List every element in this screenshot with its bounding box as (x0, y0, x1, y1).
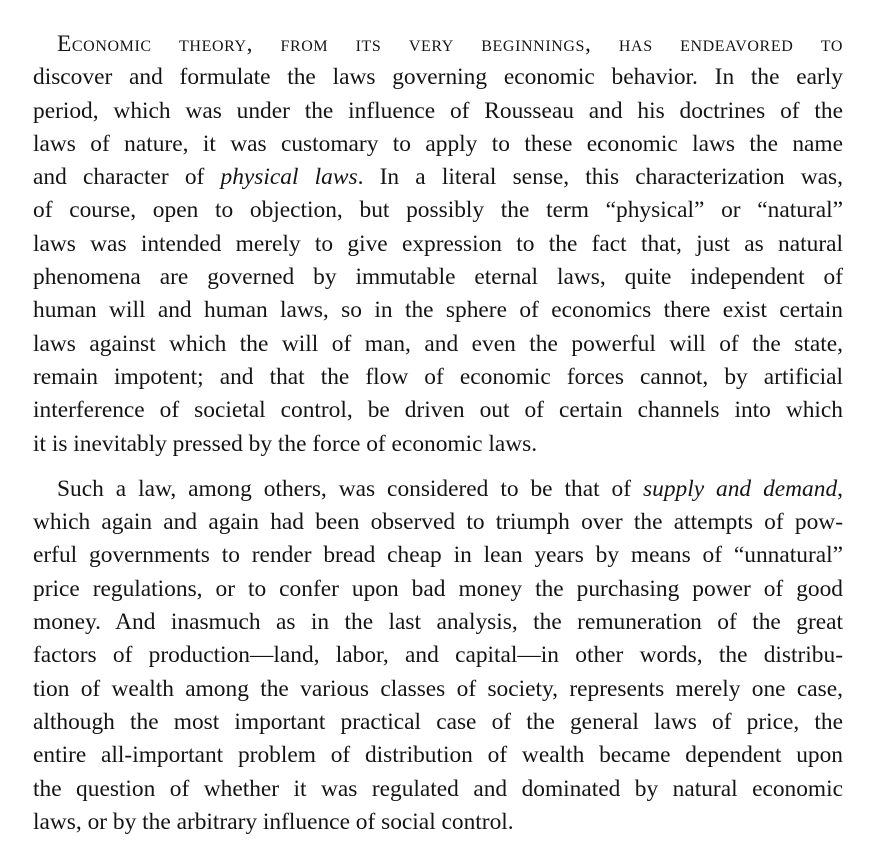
text-line (33, 28, 843, 61)
text-line (33, 161, 843, 194)
text-line: price regulations, or to confer upon bad money the purchasing power of good (33, 575, 843, 602)
text-run: , (837, 475, 844, 502)
text-line: it is inevitably pressed by the force of economic laws. (33, 430, 538, 457)
text-line: although the most important practical case of the general laws of price, the (33, 708, 843, 735)
paragraph-1 (33, 28, 843, 461)
text-line: laws, or by the arbitrary influence of social control. (33, 808, 514, 835)
text-line: the question of whether it was regulated and dominated by natural economic (33, 775, 843, 802)
italic-term: supply and demand (643, 475, 838, 502)
text-line: interference of societal control, be driven out of certain channels into which (33, 397, 843, 424)
document-page (33, 28, 843, 839)
text-run: . In a literal sense, this characterization was, (357, 164, 844, 191)
text-line: laws of nature, it was customary to apply to these economic laws the name (33, 130, 843, 157)
text-line: money. And inasmuch as in the last analysis, the remuneration of the great (33, 609, 843, 636)
text-line: of course, open to objection, but possibly the term “physical” or “natural” (33, 197, 843, 224)
text-line: remain impotent; and that the flow of economic forces cannot, by artificial (33, 363, 843, 390)
text-line (33, 473, 843, 506)
text-run: and character of (33, 164, 221, 191)
text-line: human will and human laws, so in the sphere of economics there exist certain (33, 297, 843, 324)
text-line: discover and formulate the laws governing economic behavior. In the early (33, 64, 843, 91)
text-line: which again and again had been observed to triumph over the attempts of pow- (33, 509, 843, 536)
small-caps-opening: Economic theory, from its very beginnings, has endeavored to (57, 31, 843, 57)
text-line: period, which was under the influence of Rousseau and his doctrines of the (33, 97, 843, 124)
text-line: laws was intended merely to give expression to the fact that, just as natural (33, 230, 843, 257)
text-run: Such a law, among others, was considered to be that of (57, 475, 644, 502)
text-line: entire all-important problem of distribution of wealth became dependent upon (33, 742, 843, 769)
text-line: erful governments to render bread cheap in lean years by means of “unnatural” (33, 542, 843, 569)
paragraph-2 (33, 473, 843, 839)
text-line: tion of wealth among the various classes of society, represents merely one case, (33, 675, 843, 702)
text-line: phenomena are governed by immutable eternal laws, quite independent of (33, 264, 843, 291)
text-line: laws against which the will of man, and even the powerful will of the state, (33, 330, 843, 357)
italic-term: physical laws (220, 164, 358, 191)
text-line: factors of production—land, labor, and capital—in other words, the distribu- (33, 642, 843, 669)
